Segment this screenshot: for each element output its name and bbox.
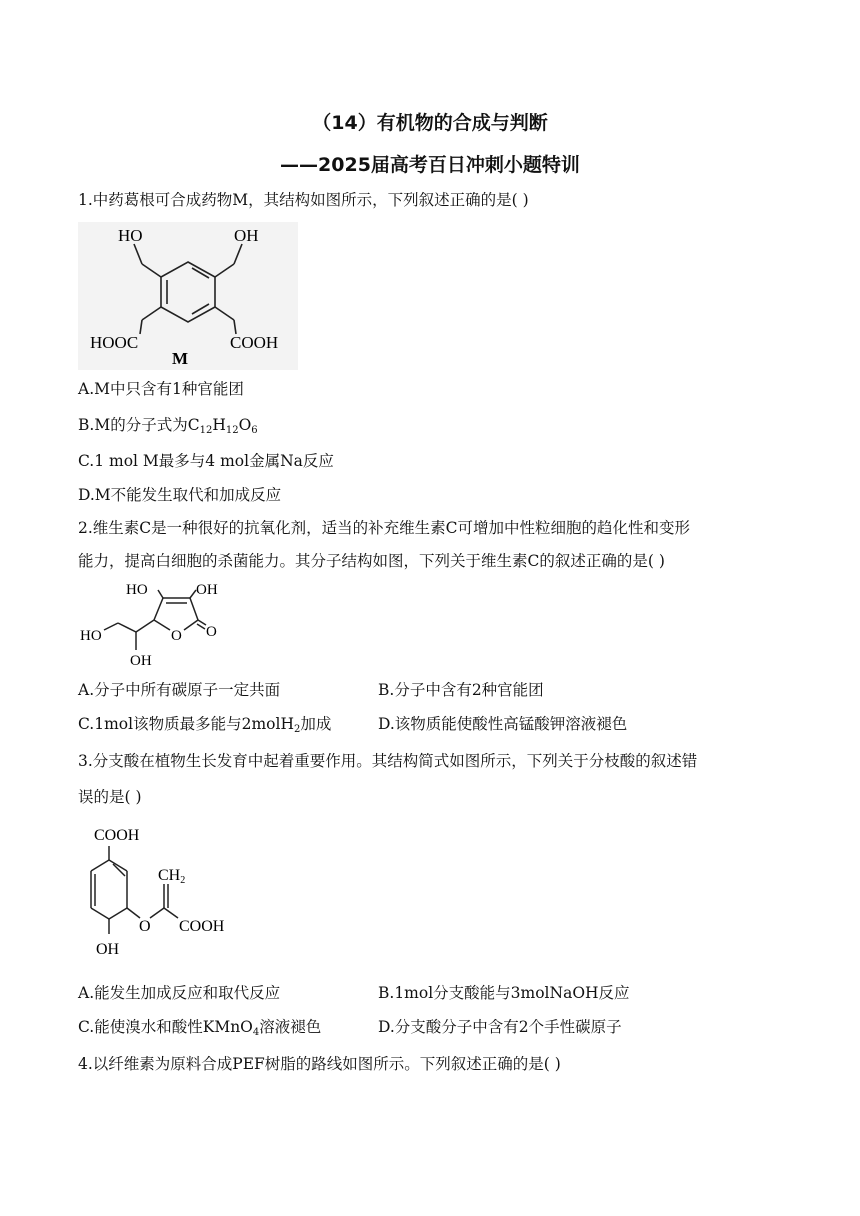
q2-stem-line1: 2.维生素C是一种很好的抗氧化剂，适当的补充维生素C可增加中性粒细胞的趋化性和变形 <box>78 519 691 537</box>
q3-oh-bottom: OH <box>96 941 120 958</box>
q3-ch2: CH2 <box>158 867 186 886</box>
molecule-m-diagram <box>78 222 298 370</box>
q1-option-b-text: B.M的分子式为 <box>78 416 188 434</box>
q2-ring-oxygen: O <box>171 628 182 644</box>
q3-cooh-top: COOH <box>94 827 140 844</box>
q3-stem-line2: 误的是( ) <box>78 788 142 806</box>
q1-formula: $C_{12}H_{12}O_6$ <box>187 416 258 436</box>
q1-option-d: D.M不能发生取代和加成反应 <box>78 486 282 504</box>
q1-oh-left: HO <box>118 226 143 245</box>
q3-option-b: B.1mol分支酸能与3molNaOH反应 <box>378 984 630 1002</box>
q1-molecule-label: M <box>172 349 189 368</box>
q2-ho-top: HO <box>126 582 148 598</box>
chorismic-acid-structure <box>78 818 248 964</box>
q1-option-c: C.1 mol M最多与4 mol金属Na反应 <box>78 452 334 470</box>
q2-oh-bottom: OH <box>130 653 152 669</box>
q3-option-a: A.能发生加成反应和取代反应 <box>78 984 281 1002</box>
q1-option-a: A.M中只含有1种官能团 <box>78 380 244 398</box>
q2-option-a: A.分子中所有碳原子一定共面 <box>78 681 281 699</box>
q3-option-d: D.分支酸分子中含有2个手性碳原子 <box>378 1018 622 1036</box>
q3-stem-line1: 3.分支酸在植物生长发育中起着重要作用。其结构简式如图所示，下列关于分枝酸的叙述错 <box>78 752 698 770</box>
q4-stem: 4.以纤维素为原料合成PEF树脂的路线如图所示。下列叙述正确的是( ) <box>78 1055 561 1073</box>
q2-option-c: C.1mol该物质最多能与2molH$_2$加成 <box>78 715 332 735</box>
q3-option-c: C.能使溴水和酸性KMnO$_4$溶液褪色 <box>78 1018 322 1038</box>
vitamin-c-structure <box>78 578 248 670</box>
page-subtitle: ——2025届高考百日冲刺小题特训 <box>280 154 580 176</box>
q2-option-b: B.分子中含有2种官能团 <box>378 681 544 699</box>
q1-stem: 1.中药葛根可合成药物M，其结构如图所示，下列叙述正确的是( ) <box>78 191 529 209</box>
page-title: （14）有机物的合成与判断 <box>312 112 548 134</box>
q1-option-b <box>78 415 258 441</box>
q3-cooh-right: COOH <box>179 918 225 935</box>
q1-structure-image <box>78 222 298 370</box>
q2-ho-left: HO <box>80 628 102 644</box>
q1-oh-right: OH <box>234 226 259 245</box>
q2-oh-top: OH <box>196 582 218 598</box>
q1-cooh-right: COOH <box>230 333 279 352</box>
q3-ether-oxygen: O <box>139 918 151 935</box>
q2-option-d: D.该物质能使酸性高锰酸钾溶液褪色 <box>378 715 628 733</box>
q2-carbonyl-oxygen: O <box>206 624 217 640</box>
q2-stem-line2: 能力，提高白细胞的杀菌能力。其分子结构如图，下列关于维生素C的叙述正确的是( ) <box>78 552 665 570</box>
q1-cooh-left: HOOC <box>90 333 139 352</box>
